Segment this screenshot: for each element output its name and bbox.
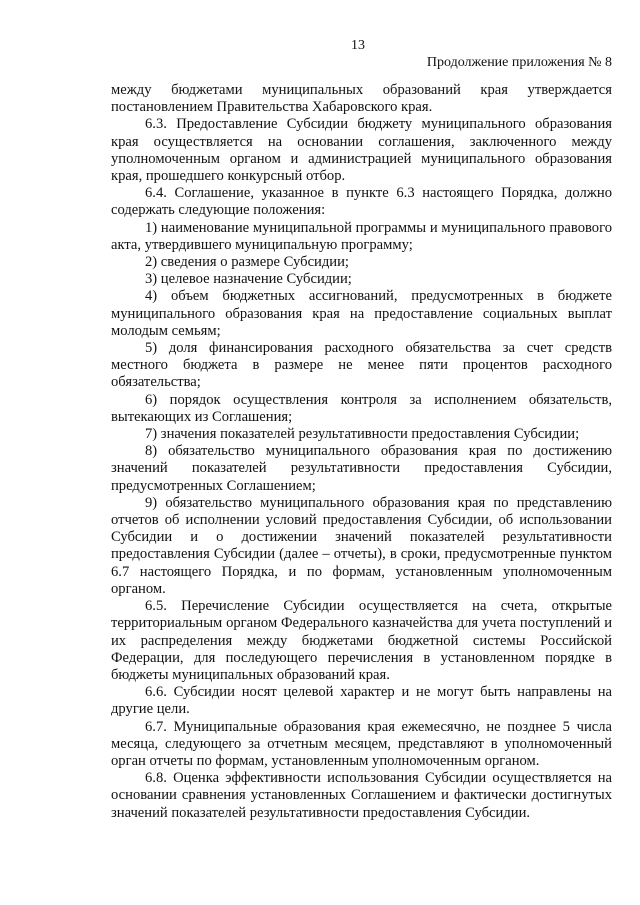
appendix-continuation-note: Продолжение приложения № 8 [426, 55, 612, 70]
document-body [111, 82, 612, 822]
paragraph-6-7: 6.7. Муниципальные образования края ежемесячно, не позднее 5 числа месяца, следующего за отчетным месяцем, представляют в уполномоченный орган отчеты по формам, установленным уполномоченным органом. [111, 718, 612, 769]
paragraph-6-4: 6.4. Соглашение, указанное в пункте 6.3 настоящего Порядка, должно содержать следующие положения: [111, 185, 612, 219]
list-item-5: 5) доля финансирования расходного обязательства за счет средств местного бюджета в размере не менее пяти процентов расходного обязательства; [111, 340, 612, 391]
list-item-6: 6) порядок осуществления контроля за исполнением обязательств, вытекающих из Соглашения; [111, 391, 612, 425]
list-item-7: 7) значения показателей результативности предоставления Субсидии; [145, 426, 580, 443]
list-item-8: 8) обязательство муниципального образования края по достижению значений показателей результативности предоставления Субсидии, предусмотренных Соглашением; [111, 443, 612, 494]
list-item-4: 4) объем бюджетных ассигнований, предусмотренных в бюджете муниципального образования края на предоставление социальных выплат молодым семьям; [111, 288, 612, 339]
paragraph-6-8: 6.8. Оценка эффективности использования Субсидии осуществляется на основании сравнения установленных Соглашением и фактически достигнутых значений показателей результативности предоставления Субсидии. [111, 770, 612, 821]
paragraph-6-6: 6.6. Субсидии носят целевой характер и не могут быть направлены на другие цели. [111, 684, 612, 718]
list-item-9: 9) обязательство муниципального образования края по представлению отчетов об исполнении условий предоставления Субсидии, об использовании Субсидии и о достижении значений показателей результативности предоставления Субсидии (далее – отчеты), в сроки, предусмотренные пунктом 6.7 настоящего Порядка, и по формам, установленным уполномоченным органом. [111, 494, 612, 597]
list-item-1: 1) наименование муниципальной программы и муниципального правового акта, утвердившего муниципальную программу; [111, 219, 612, 253]
page-number: 13 [351, 38, 365, 53]
paragraph-6-3: 6.3. Предоставление Субсидии бюджету муниципального образования края осуществляется на основании соглашения, заключенного между уполномоченным органом и администрацией муниципального образования края, прошедшего конкурсный отбор. [111, 116, 612, 185]
paragraph-continuation: между бюджетами муниципальных образований края утверждается постановлением Правительства Хабаровского края. [111, 82, 612, 116]
list-item-3: 3) целевое назначение Субсидии; [145, 271, 352, 288]
paragraph-6-5: 6.5. Перечисление Субсидии осуществляется на счета, открытые территориальным органом Федерального казначейства для учета поступлений и их распределения между бюджетами бюджетной системы Российской Федерации, для последующего перечисления в установленном порядке в бюджеты муниципальных образований края. [111, 598, 612, 683]
list-item-2: 2) сведения о размере Субсидии; [145, 254, 349, 271]
